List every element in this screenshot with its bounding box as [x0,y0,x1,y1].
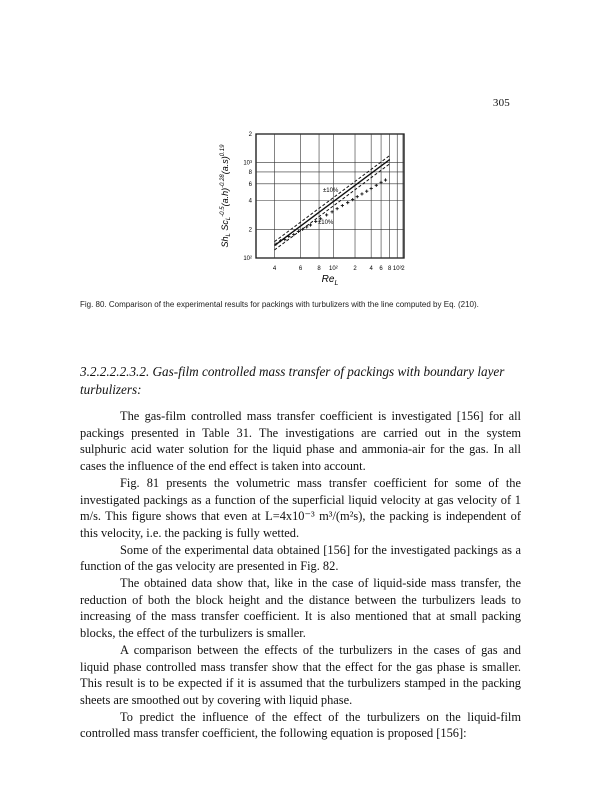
data-point [346,201,349,204]
paragraph: To predict the influence of the effect of the turbulizers on the liquid-film controlled mass transfer coefficient, the following equation is proposed [156]: [80,709,521,741]
section-heading: 3.2.2.2.2.3.2. Gas-film controlled mass transfer of packings with boundary layer turbulizers: [80,364,505,397]
x-tick-label: 2 [401,266,405,272]
data-point [325,213,328,216]
page-number: 305 [492,97,510,109]
y-tick-label: 2 [248,132,252,138]
data-point [305,225,308,228]
band-annotation-upper: ±10% [323,188,339,194]
data-point [360,192,363,195]
y-tick-label: 10² [243,256,252,262]
paragraph: Fig. 81 presents the volumetric mass transfer coefficient for some of the investigated packings as a function of the superficial liquid velocity at gas velocity of 1 m/s. This figure shows that even at L=4x10⁻³ m³/(m²s), the packing is independent of this velocity, i.e. the packing is fully wetted. [80,475,521,540]
x-tick-label: 6 [379,266,383,272]
y-tick-label: 4 [248,198,252,205]
x-axis-label: $Re_L$ [321,274,339,287]
band-annotation-lower: ±10% [318,220,334,226]
paragraph: The obtained data show that, like in the case of liquid-side mass transfer, the reduction of both the block height and the distance between the turbulizers leads to increasing of the mass transfer coefficient. It is also mentioned that at small packing blocks, the effect of the turbulizers is smaller. [80,576,521,641]
y-tick-label: 2 [248,227,252,234]
data-point [292,233,295,236]
x-tick-label: 8 [387,266,392,272]
figure-80 [0,0,612,300]
data-point [341,204,344,207]
y-tick-label: 6 [248,181,252,188]
y-tick-label: 10³ [243,160,252,167]
series-line-eq210 [274,160,389,246]
x-tick-label: 4 [369,266,373,272]
paragraph: Some of the experimental data obtained [156] for the investigated packings as a function of the gas velocity are presented in Fig. 82. [80,542,521,574]
data-point [370,187,373,190]
x-tick-label: 6 [298,266,303,272]
data-point [309,223,312,226]
data-point [314,220,317,223]
x-tick-label: 10² [329,266,338,272]
paragraph: The gas-film controlled mass transfer coefficient is investigated [156] for all packings presented in Table 31. The investigations are carried out in the system sulphuric acid water solution for the liquid phase and ammonia-air for the gas. In all cases the influence of the end effect is taken into account. [80,409,521,474]
paragraph: A comparison between the effects of the turbulizers in the cases of gas and liquid phase controlled mass transfer show that the effect for the gas phase is smaller. This result is to be expected if it is assumed that the turbulizers stamped in the packing sheets are smoothed out by covering with liquid phase. [80,642,521,707]
data-point [297,230,300,233]
data-point [365,190,368,193]
grid [256,134,404,258]
figure-caption: Fig. 80. Comparison of the experimental results for packings with turbulizers with the line computed by Eq. (210). [80,300,479,309]
series-line-10 [274,156,389,242]
x-tick-label: 8 [317,266,321,272]
data-point [356,195,359,198]
x-tick-label: 4 [272,266,277,272]
x-tick-label: 10³ [392,266,402,272]
data-point [336,207,339,210]
series-line-10 [274,164,389,250]
body-text [80,408,521,742]
data-point [384,178,387,181]
x-tick-label: 2 [353,266,357,272]
series [274,156,389,250]
plot-frame [256,134,404,258]
y-axis-label: $Sh_L$ $Sc_L^{-0.5}(a.h)^{-0.28}(a.s)^{0.19}$ [220,144,232,248]
data-point [379,181,382,184]
y-tick-label: 8 [248,169,252,176]
